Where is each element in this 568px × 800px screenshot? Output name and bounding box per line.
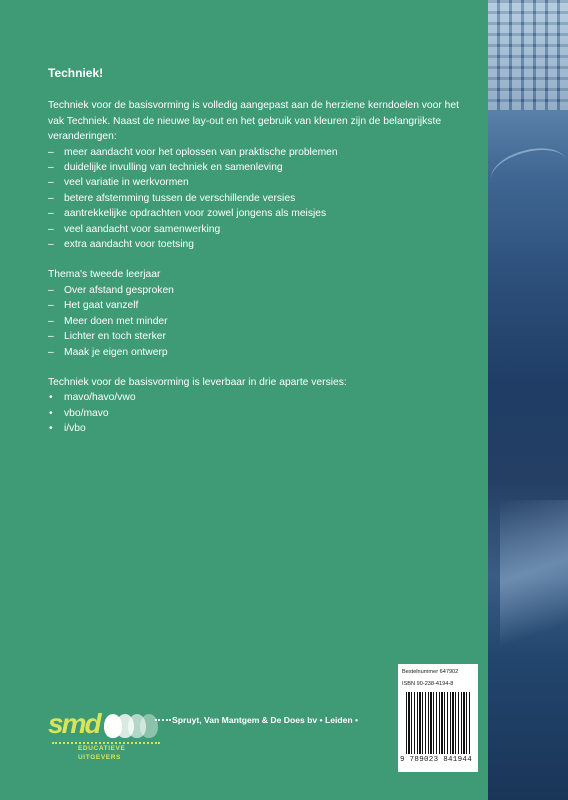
photo-highlight (500, 500, 568, 660)
list-item: – extra aandacht voor toetsing (48, 237, 468, 252)
list-item: – Maak je eigen ontwerp (48, 345, 468, 360)
versions-list (48, 390, 468, 436)
list-item: – Over afstand gesproken (48, 283, 468, 298)
blurb-title: Techniek! (48, 66, 104, 80)
themes-heading: Thema's tweede leerjaar (48, 269, 161, 281)
list-item: • mavo/havo/vwo (48, 390, 468, 405)
blurb (48, 66, 468, 437)
logo-dotted-rule (52, 742, 160, 744)
logo-line1: EDUCATIEVE (78, 745, 126, 752)
list-item: – Meer doen met minder (48, 314, 468, 329)
publisher-name: Spruyt, Van Mantgem & De Does bv • Leiden • (172, 715, 359, 725)
publisher-dotted-rule (155, 719, 171, 721)
list-item: – duidelijke invulling van techniek en samenleving (48, 160, 468, 175)
changes-list (48, 145, 468, 253)
barcode-icon (406, 692, 472, 754)
cover-photo-strip (488, 0, 568, 800)
list-item: • i/vbo (48, 421, 468, 436)
publisher-logo (48, 708, 168, 764)
isbn: ISBN 90-238-4194-8 (402, 681, 454, 687)
list-item: – Het gaat vanzelf (48, 298, 468, 313)
list-item: – betere afstemming tussen de verschillende versies (48, 191, 468, 206)
list-item: • vbo/mavo (48, 406, 468, 421)
barcode-label (398, 664, 478, 772)
intro-paragraph: Techniek voor de basisvorming is volledig aangepast aan de herziene kerndoelen voor het vak Techniek. Naast de nieuwe lay-out en het gebruik van kleuren zijn de belangrijkste veranderingen: (48, 100, 459, 143)
themes-list (48, 283, 468, 360)
order-number: Bestelnummer 647902 (402, 669, 459, 675)
logo-line2: UITGEVERS (78, 754, 121, 761)
heads-icon (104, 714, 164, 740)
list-item: – aantrekkelijke opdrachten voor zowel jongens als meisjes (48, 206, 468, 221)
list-item: – Lichter en toch sterker (48, 329, 468, 344)
keyboard-photo (488, 0, 568, 110)
logo-mark: smd (48, 708, 100, 739)
list-item: – veel aandacht voor samenwerking (48, 222, 468, 237)
list-item: – meer aandacht voor het oplossen van praktische problemen (48, 145, 468, 160)
list-item: – veel variatie in werkvormen (48, 175, 468, 190)
versions-heading: Techniek voor de basisvorming is leverbaar in drie aparte versies: (48, 376, 347, 388)
barcode-digits: 9 789023 841944 (400, 756, 473, 764)
